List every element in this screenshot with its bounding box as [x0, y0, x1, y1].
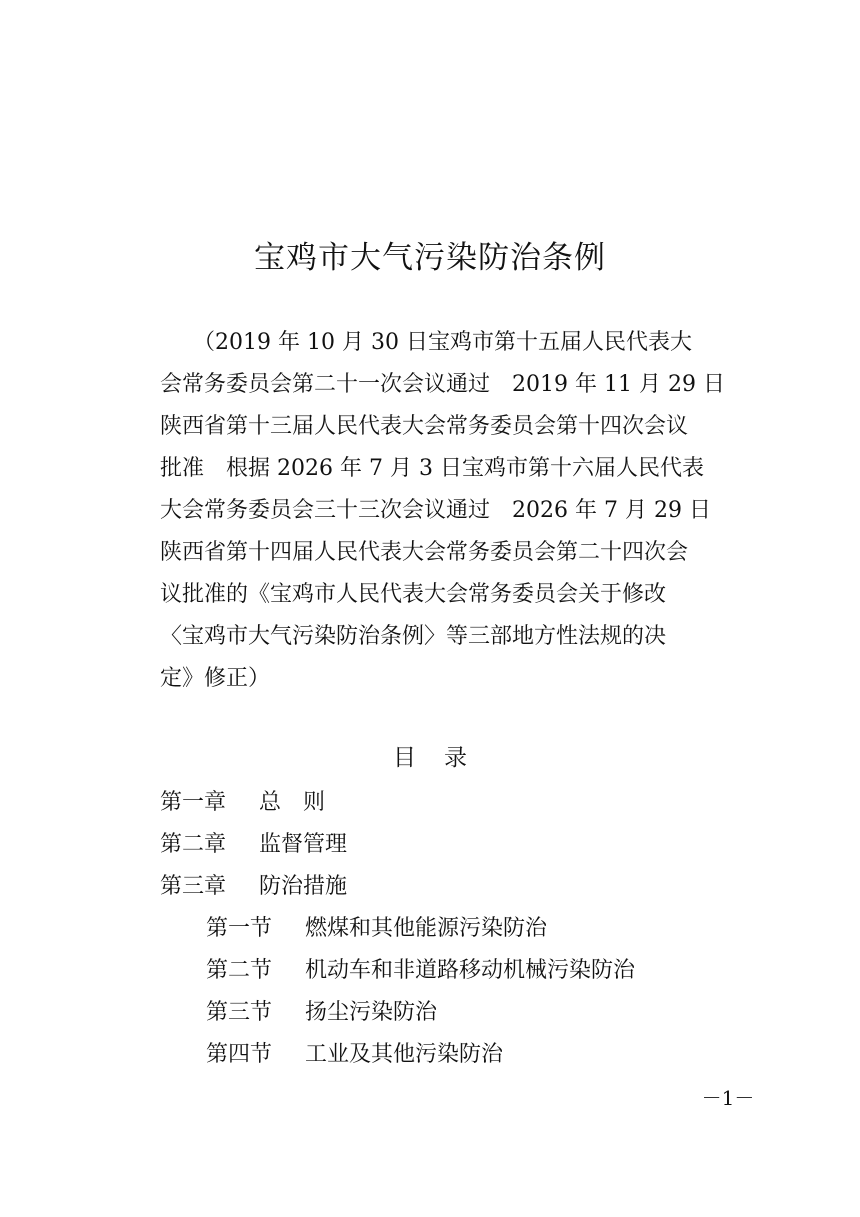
page-title: 宝鸡市大气污染防治条例: [254, 240, 606, 276]
toc-section-number: 第一节: [206, 916, 273, 941]
preamble-line: 陕西省第十三届人民代表大会常务委员会第十四次会议: [160, 414, 689, 439]
toc-item-section-4: [160, 1034, 720, 1076]
toc-section-title: 工业及其他污染防治: [305, 1042, 504, 1067]
toc-section-title: 扬尘污染防治: [305, 1000, 438, 1025]
toc-item-section-3: [160, 992, 720, 1034]
toc-chapter-number: 第二章: [160, 832, 227, 857]
preamble-line: 陕西省第十四届人民代表大会常务委员会第二十四次会: [160, 540, 689, 565]
toc-chapter-title: 防治措施: [259, 874, 348, 899]
table-of-contents: [160, 782, 720, 1076]
toc-item-chapter-3: [160, 866, 720, 908]
page-number: －1－: [701, 1086, 755, 1110]
toc-chapter-title: 监督管理: [259, 832, 348, 857]
preamble: [160, 322, 725, 700]
toc-chapter-title: 总则: [259, 790, 348, 815]
toc-chapter-number: 第三章: [160, 874, 227, 899]
preamble-line: 大会常务委员会三十三次会议通过 2026 年 7 月 29 日: [160, 498, 711, 523]
toc-section-number: 第三节: [206, 1000, 273, 1025]
toc-section-title: 燃煤和其他能源污染防治: [305, 916, 548, 941]
toc-chapter-number: 第一章: [160, 790, 227, 815]
toc-item-chapter-1: [160, 782, 720, 824]
toc-item-chapter-2: [160, 824, 720, 866]
toc-section-title: 机动车和非道路移动机械污染防治: [305, 958, 636, 983]
preamble-line: 批准 根据 2026 年 7 月 3 日宝鸡市第十六届人民代表: [160, 456, 704, 481]
preamble-line: 定》修正）: [160, 666, 271, 691]
toc-section-number: 第四节: [206, 1042, 273, 1067]
toc-title: 目录: [393, 745, 495, 771]
preamble-line: （2019 年 10 月 30 日宝鸡市第十五届人民代表大: [160, 330, 692, 355]
preamble-line: 会常务委员会第二十一次会议通过 2019 年 11 月 29 日: [160, 372, 725, 397]
preamble-line: 议批准的《宝鸡市人民代表大会常务委员会关于修改: [160, 582, 667, 607]
preamble-line: 〈宝鸡市大气污染防治条例〉等三部地方性法规的决: [160, 624, 667, 649]
toc-section-number: 第二节: [206, 958, 273, 983]
toc-item-section-1: [160, 908, 720, 950]
toc-item-section-2: [160, 950, 720, 992]
